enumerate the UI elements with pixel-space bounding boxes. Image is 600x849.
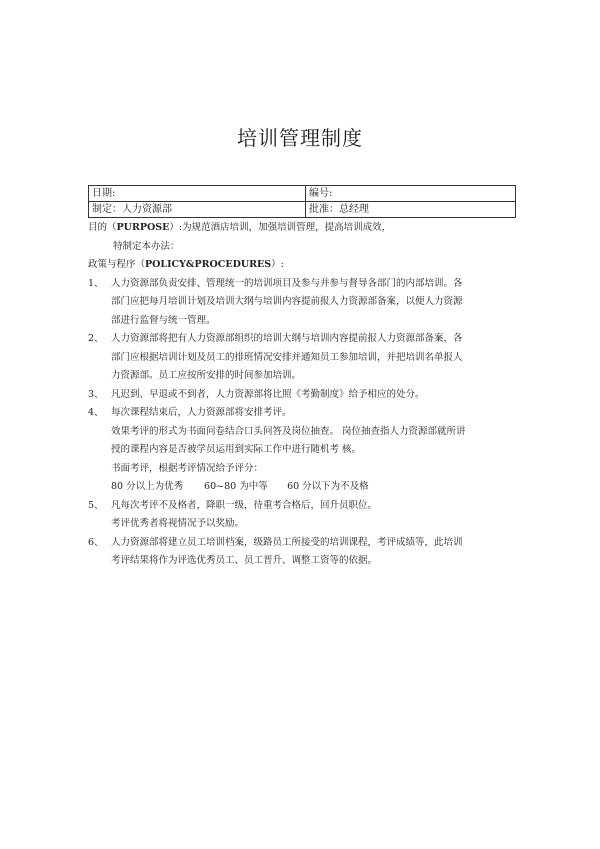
policy-label-post: ）:: [271, 259, 284, 270]
item-text: [111, 275, 520, 331]
item-number: 5、: [88, 499, 104, 511]
item-line: 效果考评的形式为书面问卷结合口头问答及岗位抽查。 岗位抽查指人力资源部就所讲: [111, 425, 466, 437]
number-cell: 编号:: [306, 186, 516, 202]
item-text: [111, 497, 520, 534]
item-line: 部门应把每月培训计划及培训大纲与培训内容提前报人力资源部备案，以便人力资源: [111, 296, 463, 307]
document-body: [88, 219, 520, 571]
item-number: 2、: [88, 333, 104, 344]
item-line: 书面考评，根据考评情况给予评分：: [111, 462, 264, 474]
meta-row: [89, 186, 516, 202]
item-number: 6、: [88, 536, 104, 548]
item-line: 每次课程结束后，人力资源部将安排考评。: [111, 407, 292, 418]
policy-item-2: [88, 330, 520, 386]
purpose-text: 为规范酒店培训，加强培训管理，提高培训成效，: [182, 222, 392, 233]
date-cell: 日期:: [89, 186, 306, 202]
policy-heading: [88, 256, 520, 275]
purpose-continuation: 特制定本办法：: [113, 240, 180, 252]
item-line: 授的课程内容是否被学员运用到实际工作中进行随机考 核。: [111, 444, 362, 455]
score-excellent: 80 分以上为优秀: [111, 481, 184, 492]
purpose-label-en: PURPOSE: [116, 222, 170, 233]
policy-label-pre: 政策与程序（: [88, 259, 146, 270]
approved-by-cell: 批准：总经理: [306, 202, 516, 218]
item-line: 人力资源部负责安排、管理统一的培训项目及参与并参与督导各部门的内部培训。各: [111, 277, 463, 289]
item-line: 凡迟到、早退或不到者，人力资源部将比照《考勤制度》给予相应的处分。: [111, 388, 425, 400]
policy-item-3: [88, 386, 520, 405]
meta-row: [89, 202, 516, 218]
policy-label-en: POLICY&PROCEDURES: [145, 259, 272, 270]
score-fail: 60 分以下为不及格: [287, 481, 369, 492]
item-text: [111, 330, 520, 386]
policy-item-6: [88, 534, 520, 571]
score-medium: 60~80 为中等: [204, 481, 268, 492]
purpose-label-post: ）:: [169, 222, 183, 233]
item-line: 考评优秀者将视情况予以奖励。: [111, 518, 245, 529]
policy-item-1: [88, 275, 520, 331]
item-number: 4、: [88, 407, 104, 418]
item-text: [111, 404, 520, 497]
item-line: 力资源部。员工应按所安排的时间参加培训。: [111, 370, 302, 381]
item-line: 部门应根据培训计划及员工的排班情况安排并通知员工参加培训，并把培训名单报人: [111, 351, 463, 363]
purpose-label-pre: 目的（: [88, 222, 117, 233]
item-text: [111, 386, 520, 405]
policy-item-5: [88, 497, 520, 534]
purpose-line: [88, 219, 520, 238]
policy-item-4: [88, 404, 520, 497]
item-line: 人力资源部将把有人力资源部组织的培训大纲与培训内容提前报人力资源部备案，各: [111, 333, 463, 344]
document-title: 培训管理制度: [237, 126, 363, 150]
item-number: 3、: [88, 388, 104, 400]
item-line: 人力资源部将建立员工培训档案，级路员工所接受的培训课程，考评成绩等，此培训: [111, 536, 463, 548]
prepared-by-cell: 制定：人力资源部: [89, 202, 306, 218]
item-line: 部进行监督与统一管理。: [111, 314, 216, 326]
item-line: 凡每次考评不及格者，降职一级，待重考合格后，回升员职位。: [111, 499, 378, 511]
item-number: 1、: [88, 277, 104, 289]
item-text: [111, 534, 520, 571]
meta-table: [88, 185, 516, 218]
item-line: 考评结果将作为评选优秀员工、员工晋升、调整工资等的依据。: [111, 555, 378, 566]
score-scale: [111, 478, 520, 497]
